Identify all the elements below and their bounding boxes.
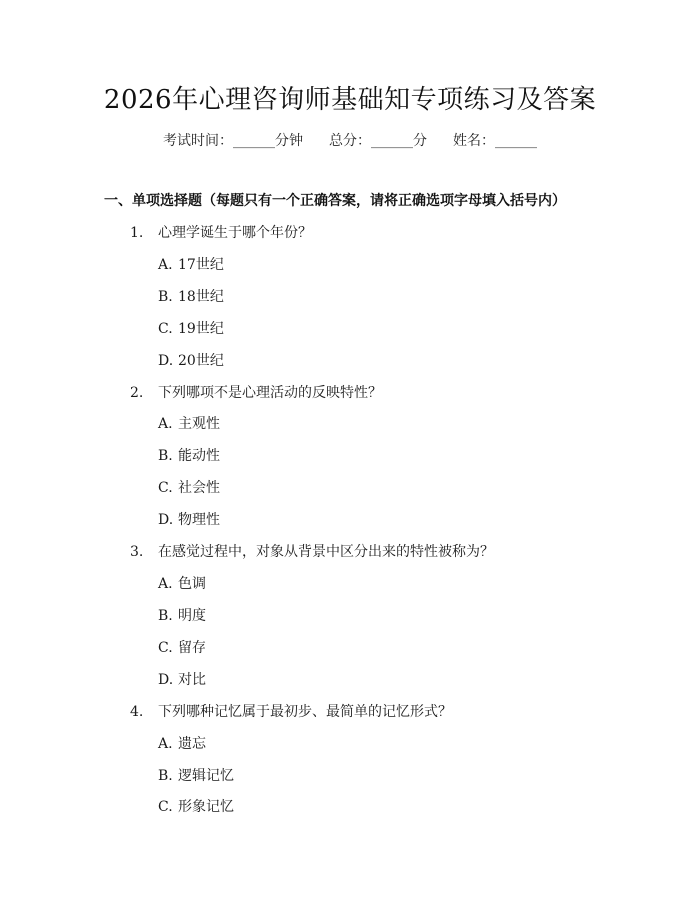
option-4c (158, 797, 234, 817)
question-text: 在感觉过程中，对象从背景中区分出来的特性被称为？ (158, 544, 494, 560)
question-text: 下列哪项不是心理活动的反映特性？ (158, 385, 382, 401)
option-letter: B. (158, 608, 173, 624)
option-letter: B. (158, 448, 173, 464)
option-2c (158, 478, 220, 498)
exam-info-line (0, 131, 700, 151)
question-2 (130, 383, 382, 403)
option-2d (158, 510, 220, 530)
option-letter: A. (158, 736, 173, 752)
option-3a (158, 574, 206, 594)
option-letter: B. (158, 768, 173, 784)
option-1a (158, 255, 224, 275)
option-letter: A. (158, 576, 173, 592)
option-text: 主观性 (178, 416, 220, 432)
total-score-label: 总分： (329, 133, 371, 149)
total-score-unit: 分 (413, 133, 427, 149)
question-3 (130, 542, 494, 562)
option-letter: C. (158, 321, 173, 337)
option-letter: A. (158, 416, 173, 432)
option-letter: D. (158, 512, 174, 528)
total-score-field (329, 131, 427, 151)
exam-time-blank: ______ (233, 133, 275, 149)
option-4a (158, 734, 206, 754)
option-1d (158, 351, 224, 371)
option-2a (158, 414, 220, 434)
option-text: 17世纪 (178, 257, 224, 273)
section-title: 一、单项选择题（每题只有一个正确答案，请将正确选项字母填入括号内） (104, 193, 566, 209)
question-number: 1. (130, 225, 144, 241)
question-number: 3. (130, 544, 144, 560)
option-text: 色调 (178, 576, 206, 592)
option-letter: C. (158, 480, 173, 496)
option-letter: A. (158, 257, 173, 273)
option-text: 形象记忆 (178, 799, 234, 815)
option-3d (158, 670, 206, 690)
option-text: 对比 (178, 672, 206, 688)
option-text: 明度 (178, 608, 206, 624)
question-text: 心理学诞生于哪个年份？ (158, 225, 312, 241)
option-1c (158, 319, 224, 339)
document-title: 2026年心理咨询师基础知专项练习及答案 (103, 85, 597, 115)
exam-time-unit: 分钟 (275, 133, 303, 149)
option-text: 20世纪 (178, 353, 224, 369)
option-text: 物理性 (178, 512, 220, 528)
option-4b (158, 766, 234, 786)
question-number: 4. (130, 704, 144, 720)
exam-time-field (163, 131, 303, 151)
option-letter: C. (158, 799, 173, 815)
option-3b (158, 606, 206, 626)
option-2b (158, 446, 220, 466)
option-text: 社会性 (178, 480, 220, 496)
exam-time-label: 考试时间： (163, 133, 233, 149)
option-letter: D. (158, 353, 174, 369)
question-number: 2. (130, 385, 144, 401)
name-blank: ______ (495, 133, 537, 149)
option-3c (158, 638, 206, 658)
option-1b (158, 287, 224, 307)
question-1 (130, 223, 312, 243)
option-letter: B. (158, 289, 173, 305)
question-text: 下列哪种记忆属于最初步、最简单的记忆形式？ (158, 704, 452, 720)
option-letter: C. (158, 640, 173, 656)
option-text: 能动性 (178, 448, 220, 464)
option-text: 19世纪 (178, 321, 224, 337)
option-text: 留存 (178, 640, 206, 656)
option-text: 遗忘 (178, 736, 206, 752)
name-field (453, 131, 537, 151)
total-score-blank: ______ (371, 133, 413, 149)
name-label: 姓名： (453, 133, 495, 149)
option-text: 逻辑记忆 (178, 768, 234, 784)
option-letter: D. (158, 672, 174, 688)
option-text: 18世纪 (178, 289, 224, 305)
question-4 (130, 702, 452, 722)
